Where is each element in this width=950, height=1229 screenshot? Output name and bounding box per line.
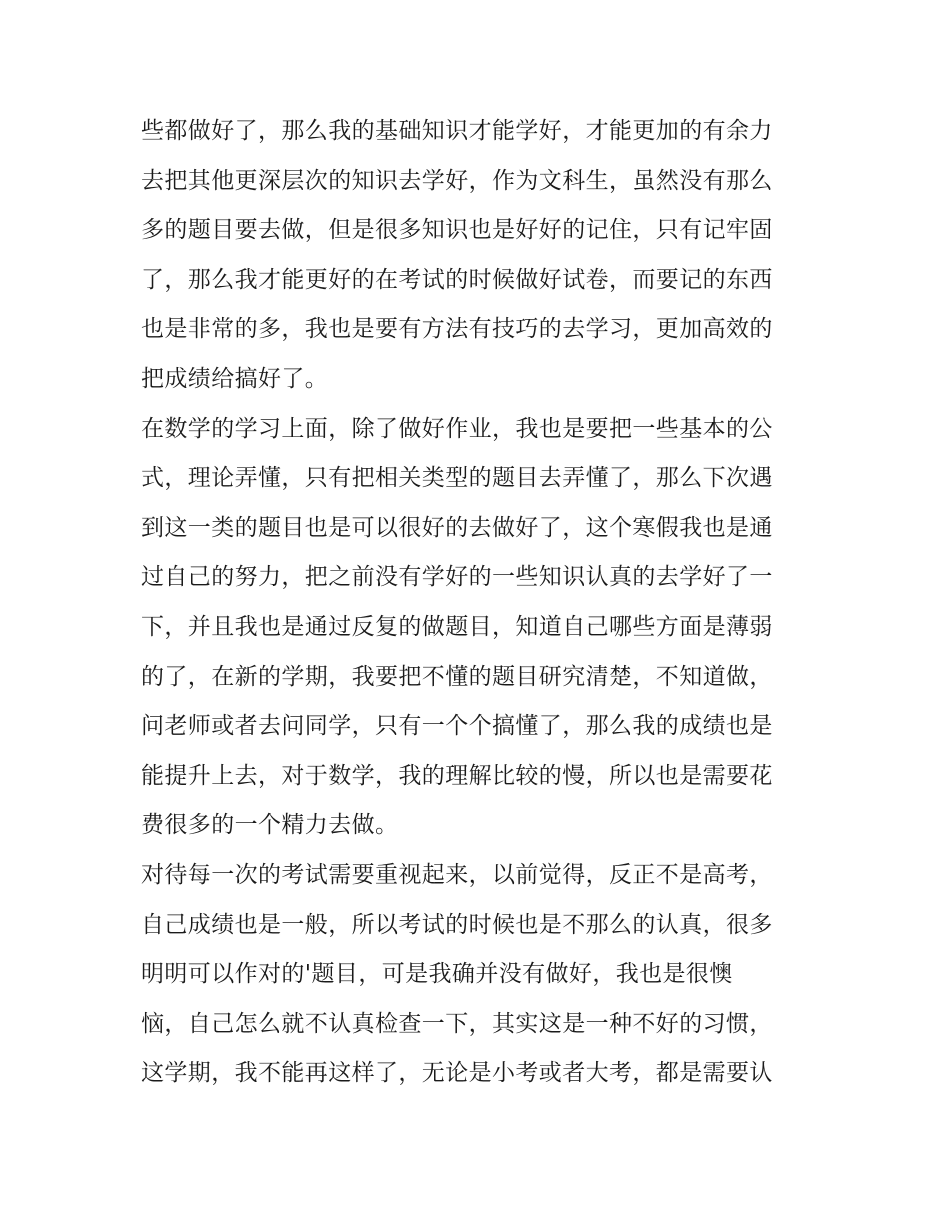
text-line: 对待每一次的考试需要重视起来，以前觉得，反正不是高考，	[141, 861, 773, 888]
text-line: 了，那么我才能更好的在考试的时候做好试卷，而要记的东西	[141, 266, 773, 293]
document-body	[141, 107, 811, 1099]
text-line: 问老师或者去问同学，只有一个个搞懂了，那么我的成绩也是	[141, 713, 773, 740]
text-line: 式，理论弄懂，只有把相关类型的题目去弄懂了，那么下次遇	[141, 465, 773, 492]
text-line: 过自己的努力，把之前没有学好的一些知识认真的去学好了一	[141, 564, 773, 591]
text-line: 恼，自己怎么就不认真检查一下，其实这是一种不好的习惯，	[141, 1010, 773, 1037]
text-line: 费很多的一个精力去做。	[141, 812, 399, 839]
text-line: 多的题目要去做，但是很多知识也是好好的记住，只有记牢固	[141, 217, 773, 244]
text-line: 些都做好了，那么我的基础知识才能学好，才能更加的有余力	[141, 118, 773, 144]
text-line: 在数学的学习上面，除了做好作业，我也是要把一些基本的公	[141, 415, 773, 442]
text-line: 这学期，我不能再这样了，无论是小考或者大考，都是需要认	[141, 1060, 773, 1087]
text-line: 的了，在新的学期，我要把不懂的题目研究清楚，不知道做，	[141, 663, 773, 690]
text-line: 能提升上去，对于数学，我的理解比较的慢，所以也是需要花	[141, 762, 773, 789]
text-line: 把成绩给搞好了。	[141, 365, 329, 392]
text-line: 也是非常的多，我也是要有方法有技巧的去学习，更加高效的	[141, 316, 773, 343]
text-line: 下，并且我也是通过反复的做题目，知道自己哪些方面是薄弱	[141, 613, 773, 640]
text-line: 明明可以作对的'题目，可是我确并没有做好，我也是很懊	[141, 961, 733, 988]
text-line: 自己成绩也是一般，所以考试的时候也是不那么的认真，很多	[141, 911, 773, 938]
text-line: 去把其他更深层次的知识去学好，作为文科生，虽然没有那么	[141, 167, 773, 194]
text-line: 到这一类的题目也是可以很好的去做好了，这个寒假我也是通	[141, 514, 773, 541]
